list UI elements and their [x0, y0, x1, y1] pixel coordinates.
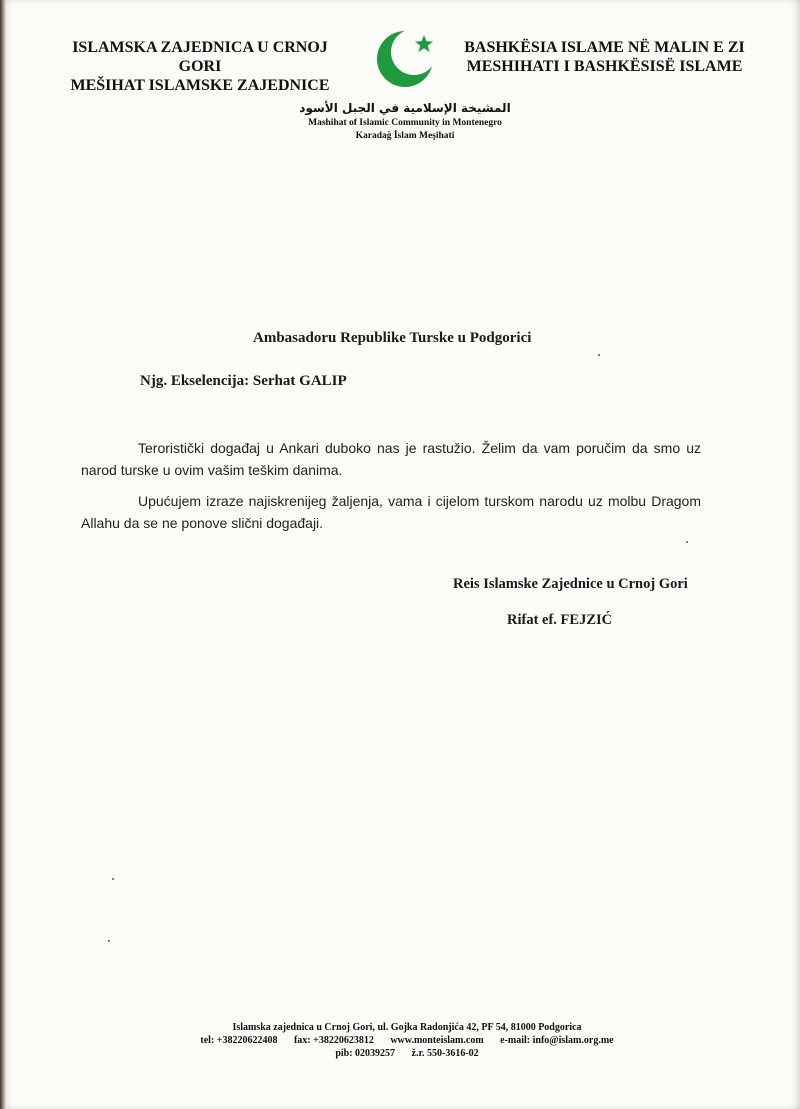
letterhead-right-line2: MESHIHATI I BASHKËSISË ISLAME — [466, 58, 743, 75]
arabic-title: المشيخة الإسلامية في الجبل الأسود — [299, 101, 511, 115]
salutation-line: Njg. Ekselencija: Serhat GALIP — [140, 373, 347, 389]
body-paragraph-2: Upućujem izraze najiskrenijeg žaljenja, vama i cijelom turskom narodu uz molbu Dragom Allahu da se ne ponove slični događaji. — [81, 493, 701, 531]
letterhead-left — [50, 38, 350, 95]
english-title: Mashihat of Islamic Community in Montenegro — [308, 118, 502, 128]
footer-web: www.monteislam.com — [390, 1035, 484, 1046]
footer-pib: pib: 02039257 — [335, 1048, 396, 1059]
signature-name: Rifat ef. FEJZIĆ — [507, 612, 613, 628]
crescent-star-logo-icon — [374, 26, 440, 92]
recipient-line: Ambasadoru Republike Turske u Podgorici — [253, 330, 532, 346]
turkish-title: Karadağ İslam Meşihati — [355, 131, 455, 141]
letterhead-left-line1: ISLAMSKA ZAJEDNICA U CRNOJ GORI — [72, 39, 328, 75]
scan-speck — [686, 541, 688, 543]
signature-title: Reis Islamske Zajednice u Crnoj Gori — [453, 576, 688, 592]
footer-tel: tel: +38220622408 — [200, 1035, 278, 1046]
letterhead-subheading — [0, 99, 800, 143]
letterhead-right-line1: BASHKËSIA ISLAME NË MALIN E ZI — [464, 39, 745, 56]
footer-registry — [0, 1047, 800, 1060]
footer-email: e-mail: info@islam.org.me — [500, 1035, 614, 1046]
footer — [0, 1021, 800, 1060]
footer-contacts — [0, 1034, 800, 1047]
scan-speck — [108, 940, 110, 942]
letterhead-left-line2: MEŠIHAT ISLAMSKE ZAJEDNICE — [70, 77, 330, 94]
footer-address: Islamska zajednica u Crnoj Gori, ul. Gojka Radonjića 42, PF 54, 81000 Podgorica — [232, 1022, 582, 1033]
scan-speck — [112, 878, 114, 880]
letterhead — [0, 38, 800, 94]
body-paragraph-1: Teroristički događaj u Ankari duboko nas je rastužio. Želim da vam poručim da smo uz narod turske u ovim vašim teškim danima. — [81, 440, 701, 478]
letterhead-right — [452, 38, 757, 76]
scan-speck — [598, 354, 600, 356]
footer-account: ž.r. 550-3616-02 — [411, 1048, 479, 1059]
scan-edge-shadow — [0, 0, 6, 1109]
footer-fax: fax: +38220623812 — [293, 1035, 374, 1046]
